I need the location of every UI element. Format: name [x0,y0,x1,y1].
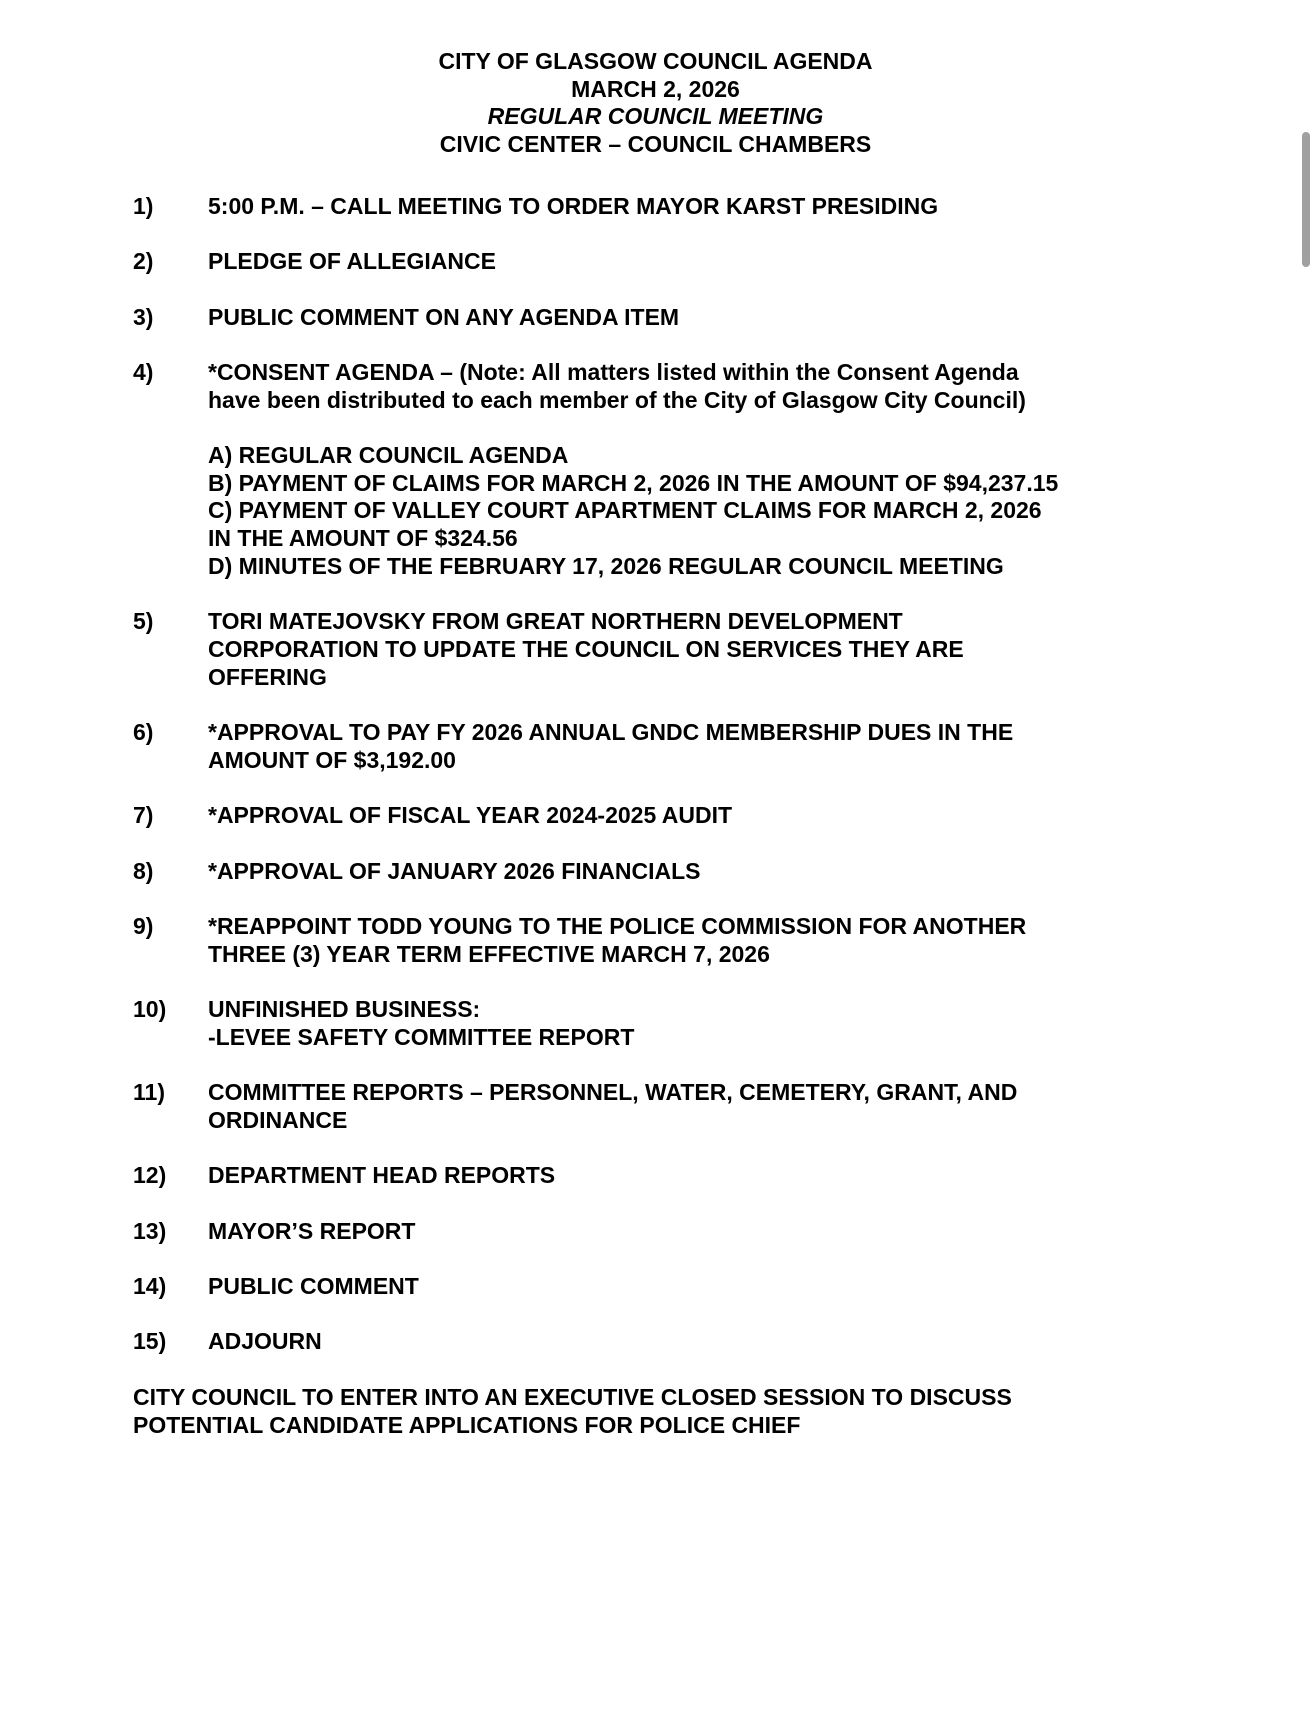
agenda-item-line: UNFINISHED BUSINESS: [208,996,481,1023]
document-header [133,48,1178,159]
agenda-item-number: 15) [133,1328,167,1355]
closing-note-line: POTENTIAL CANDIDATE APPLICATIONS FOR POLICE CHIEF [133,1411,801,1438]
agenda-item [133,248,1178,276]
agenda-item-line: 5:00 P.M. – CALL MEETING TO ORDER MAYOR KARST PRESIDING [208,192,939,219]
agenda-item-number: 14) [133,1273,167,1300]
agenda-item-line: *REAPPOINT TODD YOUNG TO THE POLICE COMMISSION FOR ANOTHER [208,912,1027,939]
agenda-item-line: MAYOR’S REPORT [208,1217,416,1244]
agenda-item-number: 10) [133,996,167,1023]
agenda-item-line: *APPROVAL OF FISCAL YEAR 2024-2025 AUDIT [208,802,733,829]
agenda-item-text [208,193,1178,221]
agenda-item-number: 4) [133,358,154,385]
agenda-item-line: *APPROVAL TO PAY FY 2026 ANNUAL GNDC MEMBERSHIP DUES IN THE [208,719,1014,746]
agenda-item [133,304,1178,332]
agenda-item [133,1079,1178,1134]
agenda-item-line: COMMITTEE REPORTS – PERSONNEL, WATER, CEMETERY, GRANT, AND [208,1079,1018,1106]
agenda-item-number: 13) [133,1217,167,1244]
agenda-item-number: 2) [133,248,154,275]
agenda-item-text [208,996,1178,1051]
closing-note [133,1384,1178,1439]
agenda-item [133,913,1178,968]
agenda-item [133,802,1178,830]
agenda-item [133,1218,1178,1246]
agenda-item-text [208,858,1178,886]
agenda-item [133,858,1178,886]
agenda-item [133,996,1178,1051]
agenda-item-line: DEPARTMENT HEAD REPORTS [208,1162,556,1189]
agenda-item-number: 12) [133,1162,167,1189]
agenda-item [133,193,1178,221]
agenda-item-number: 8) [133,857,154,884]
agenda-item-line: OFFERING [208,663,327,690]
agenda-item-line: TORI MATEJOVSKY FROM GREAT NORTHERN DEVELOPMENT [208,608,903,635]
agenda-item-number: 9) [133,912,154,939]
agenda-item-line: ORDINANCE [208,1106,348,1133]
agenda-item-text [208,304,1178,332]
agenda-item-line: THREE (3) YEAR TERM EFFECTIVE MARCH 7, 2026 [208,940,770,967]
agenda-item [133,359,1178,581]
agenda-list [133,193,1178,1356]
agenda-item-text [208,913,1178,968]
agenda-item [133,1273,1178,1301]
agenda-item-number: 3) [133,303,154,330]
agenda-item-line: have been distributed to each member of the City of Glasgow City Council) [208,386,1026,413]
agenda-item-number: 7) [133,802,154,829]
agenda-item-line: PUBLIC COMMENT ON ANY AGENDA ITEM [208,303,680,330]
closing-note-line: CITY COUNCIL TO ENTER INTO AN EXECUTIVE CLOSED SESSION TO DISCUSS [133,1383,1012,1410]
agenda-item-line: CORPORATION TO UPDATE THE COUNCIL ON SERVICES THEY ARE [208,635,964,662]
document-date: MARCH 2, 2026 [571,75,740,102]
agenda-document [133,48,1178,1439]
agenda-item-text [208,1079,1178,1134]
agenda-item-text [208,1218,1178,1246]
agenda-item-text [208,1162,1178,1190]
agenda-item-number: 11) [133,1079,165,1106]
agenda-item [133,719,1178,774]
agenda-item [133,1328,1178,1356]
agenda-item [133,1162,1178,1190]
scrollbar-thumb[interactable] [1302,132,1310,267]
agenda-item-text [208,802,1178,830]
document-title: CITY OF GLASGOW COUNCIL AGENDA [438,48,873,74]
agenda-item-line: IN THE AMOUNT OF $324.56 [208,525,518,552]
agenda-item-line: -LEVEE SAFETY COMMITTEE REPORT [208,1023,635,1050]
agenda-item-text [208,1328,1178,1356]
agenda-item-line: D) MINUTES OF THE FEBRUARY 17, 2026 REGULAR COUNCIL MEETING [208,552,1004,579]
agenda-item [133,608,1178,691]
agenda-item-line: B) PAYMENT OF CLAIMS FOR MARCH 2, 2026 IN THE AMOUNT OF $94,237.15 [208,469,1059,496]
agenda-item-text [208,608,1178,691]
meeting-location: CIVIC CENTER – COUNCIL CHAMBERS [439,131,872,158]
agenda-item-number: 5) [133,608,154,635]
agenda-item-text [208,719,1178,774]
agenda-item-line: *CONSENT AGENDA – (Note: All matters listed within the Consent Agenda [208,358,1019,385]
agenda-item-line: C) PAYMENT OF VALLEY COURT APARTMENT CLAIMS FOR MARCH 2, 2026 [208,497,1042,524]
agenda-item-line: PLEDGE OF ALLEGIANCE [208,248,496,275]
agenda-item-number: 1) [133,192,154,219]
agenda-item-text [208,1273,1178,1301]
agenda-item-line: PUBLIC COMMENT [208,1273,419,1300]
agenda-item-line: ADJOURN [208,1328,322,1355]
agenda-item-line: *APPROVAL OF JANUARY 2026 FINANCIALS [208,857,701,884]
meeting-type: REGULAR COUNCIL MEETING [487,103,824,130]
agenda-item-text [208,359,1178,581]
agenda-item-line: AMOUNT OF $3,192.00 [208,746,456,773]
agenda-item-text [208,248,1178,276]
agenda-item-number: 6) [133,719,154,746]
agenda-item-line: A) REGULAR COUNCIL AGENDA [208,442,569,469]
